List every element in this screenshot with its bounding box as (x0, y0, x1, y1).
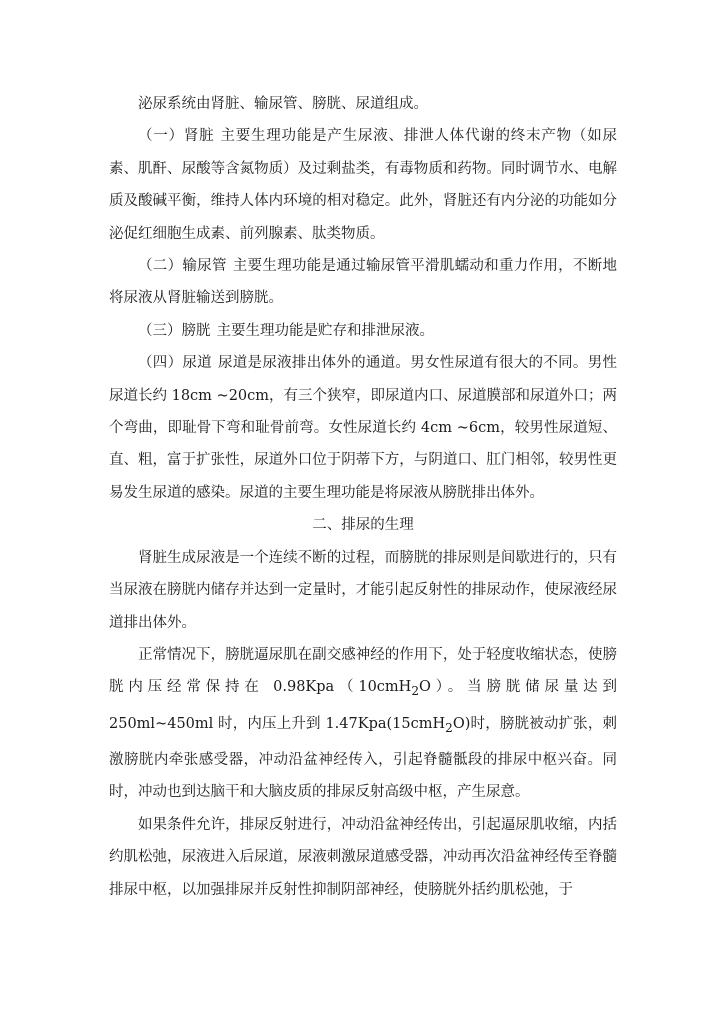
ureter-label: （二）输尿管 (138, 258, 227, 275)
bladder-paragraph (109, 315, 617, 347)
urethra-paragraph (109, 347, 617, 509)
kidney-label: （一）肾脏 (138, 128, 215, 145)
bladder-label: （三）膀胱 (138, 322, 211, 339)
paragraph-2-part-a: 正常情况下，膀胱逼尿肌在副交感神经的作用下，处于轻度收缩状态，使膀胱内压经常保持在 0.98Kpa（10cmH (109, 646, 617, 696)
document-page (109, 88, 617, 906)
ureter-paragraph (109, 250, 617, 315)
bladder-text: 主要生理功能是贮存和排泄尿液。 (216, 322, 434, 339)
urination-paragraph-3: 如果条件允许，排尿反射进行，冲动沿盆神经传出，引起逼尿肌收缩，内括约肌松弛，尿液进入后尿道，尿液刺激尿道感受器，冲动再次沿盆神经传至脊髓排尿中枢，以加强排尿并反射性抑制阴部神经，使膀胱外括约肌松弛，于 (109, 816, 617, 898)
kidney-paragraph (109, 120, 617, 250)
section-heading: 二、排尿的生理 (312, 517, 414, 534)
kidney-text: 主要生理功能是产生尿液、排泄人体代谢的终末产物（如尿素、肌酐、尿酸等含氮物质）及过剩盐类，有毒物质和药物。同时调节水、电解质及酸碱平衡，维持人体内环境的相对稳定。此外，肾脏还有内分泌的功能如分泌促红细胞生成素、前列腺素、肽类物质。 (109, 128, 618, 242)
ureter-text: 主要生理功能是通过输尿管平滑肌蠕动和重力作用，不断地将尿液从肾脏输送到膀胱。 (109, 258, 618, 307)
urethra-label: （四）尿道 (138, 355, 212, 372)
urination-paragraph-1: 肾脏生成尿液是一个连续不断的过程，而膀胱的排尿则是间歇进行的，只有当尿液在膀胱内储存并达到一定量时，才能引起反射性的排尿动作，使尿液经尿道排出体外。 (109, 549, 617, 631)
subscript-2-b: 2 (445, 720, 453, 735)
intro-paragraph: 泌尿系统由肾脏、输尿管、膀胱、尿道组成。 (138, 96, 428, 112)
urethra-text: 尿道是尿液排出体外的通道。男女性尿道有很大的不同。男性尿道长约 18cm ~20cm，有三个狭窄，即尿道内口、尿道膜部和尿道外口；两个弯曲，即耻骨下弯和耻骨前弯。女性尿道长约 4cm ~6cm，较男性尿道短、直、粗，富于扩张性，尿道外口位于阴蒂下方，与阴道口、肛门相邻，较男性更易发生尿道的感染。尿道的主要生理功能是将尿液从膀胱排出体外。 (109, 355, 618, 501)
urination-paragraph-2 (109, 639, 617, 809)
paragraph-2-part-b: O）。当膀胱储尿量达到 250ml~450ml 时，内压上升到 1.47Kpa(15cmH (109, 679, 617, 732)
subscript-2-a: 2 (411, 684, 419, 699)
paragraph-2-part-c: O)时，膀胱被动扩张，刺激膀胱内牵张感受器，冲动沿盆神经传入，引起脊髓骶段的排尿中枢兴奋。同时，冲动也到达脑干和大脑皮质的排尿反射高级中枢，产生尿意。 (109, 715, 617, 801)
